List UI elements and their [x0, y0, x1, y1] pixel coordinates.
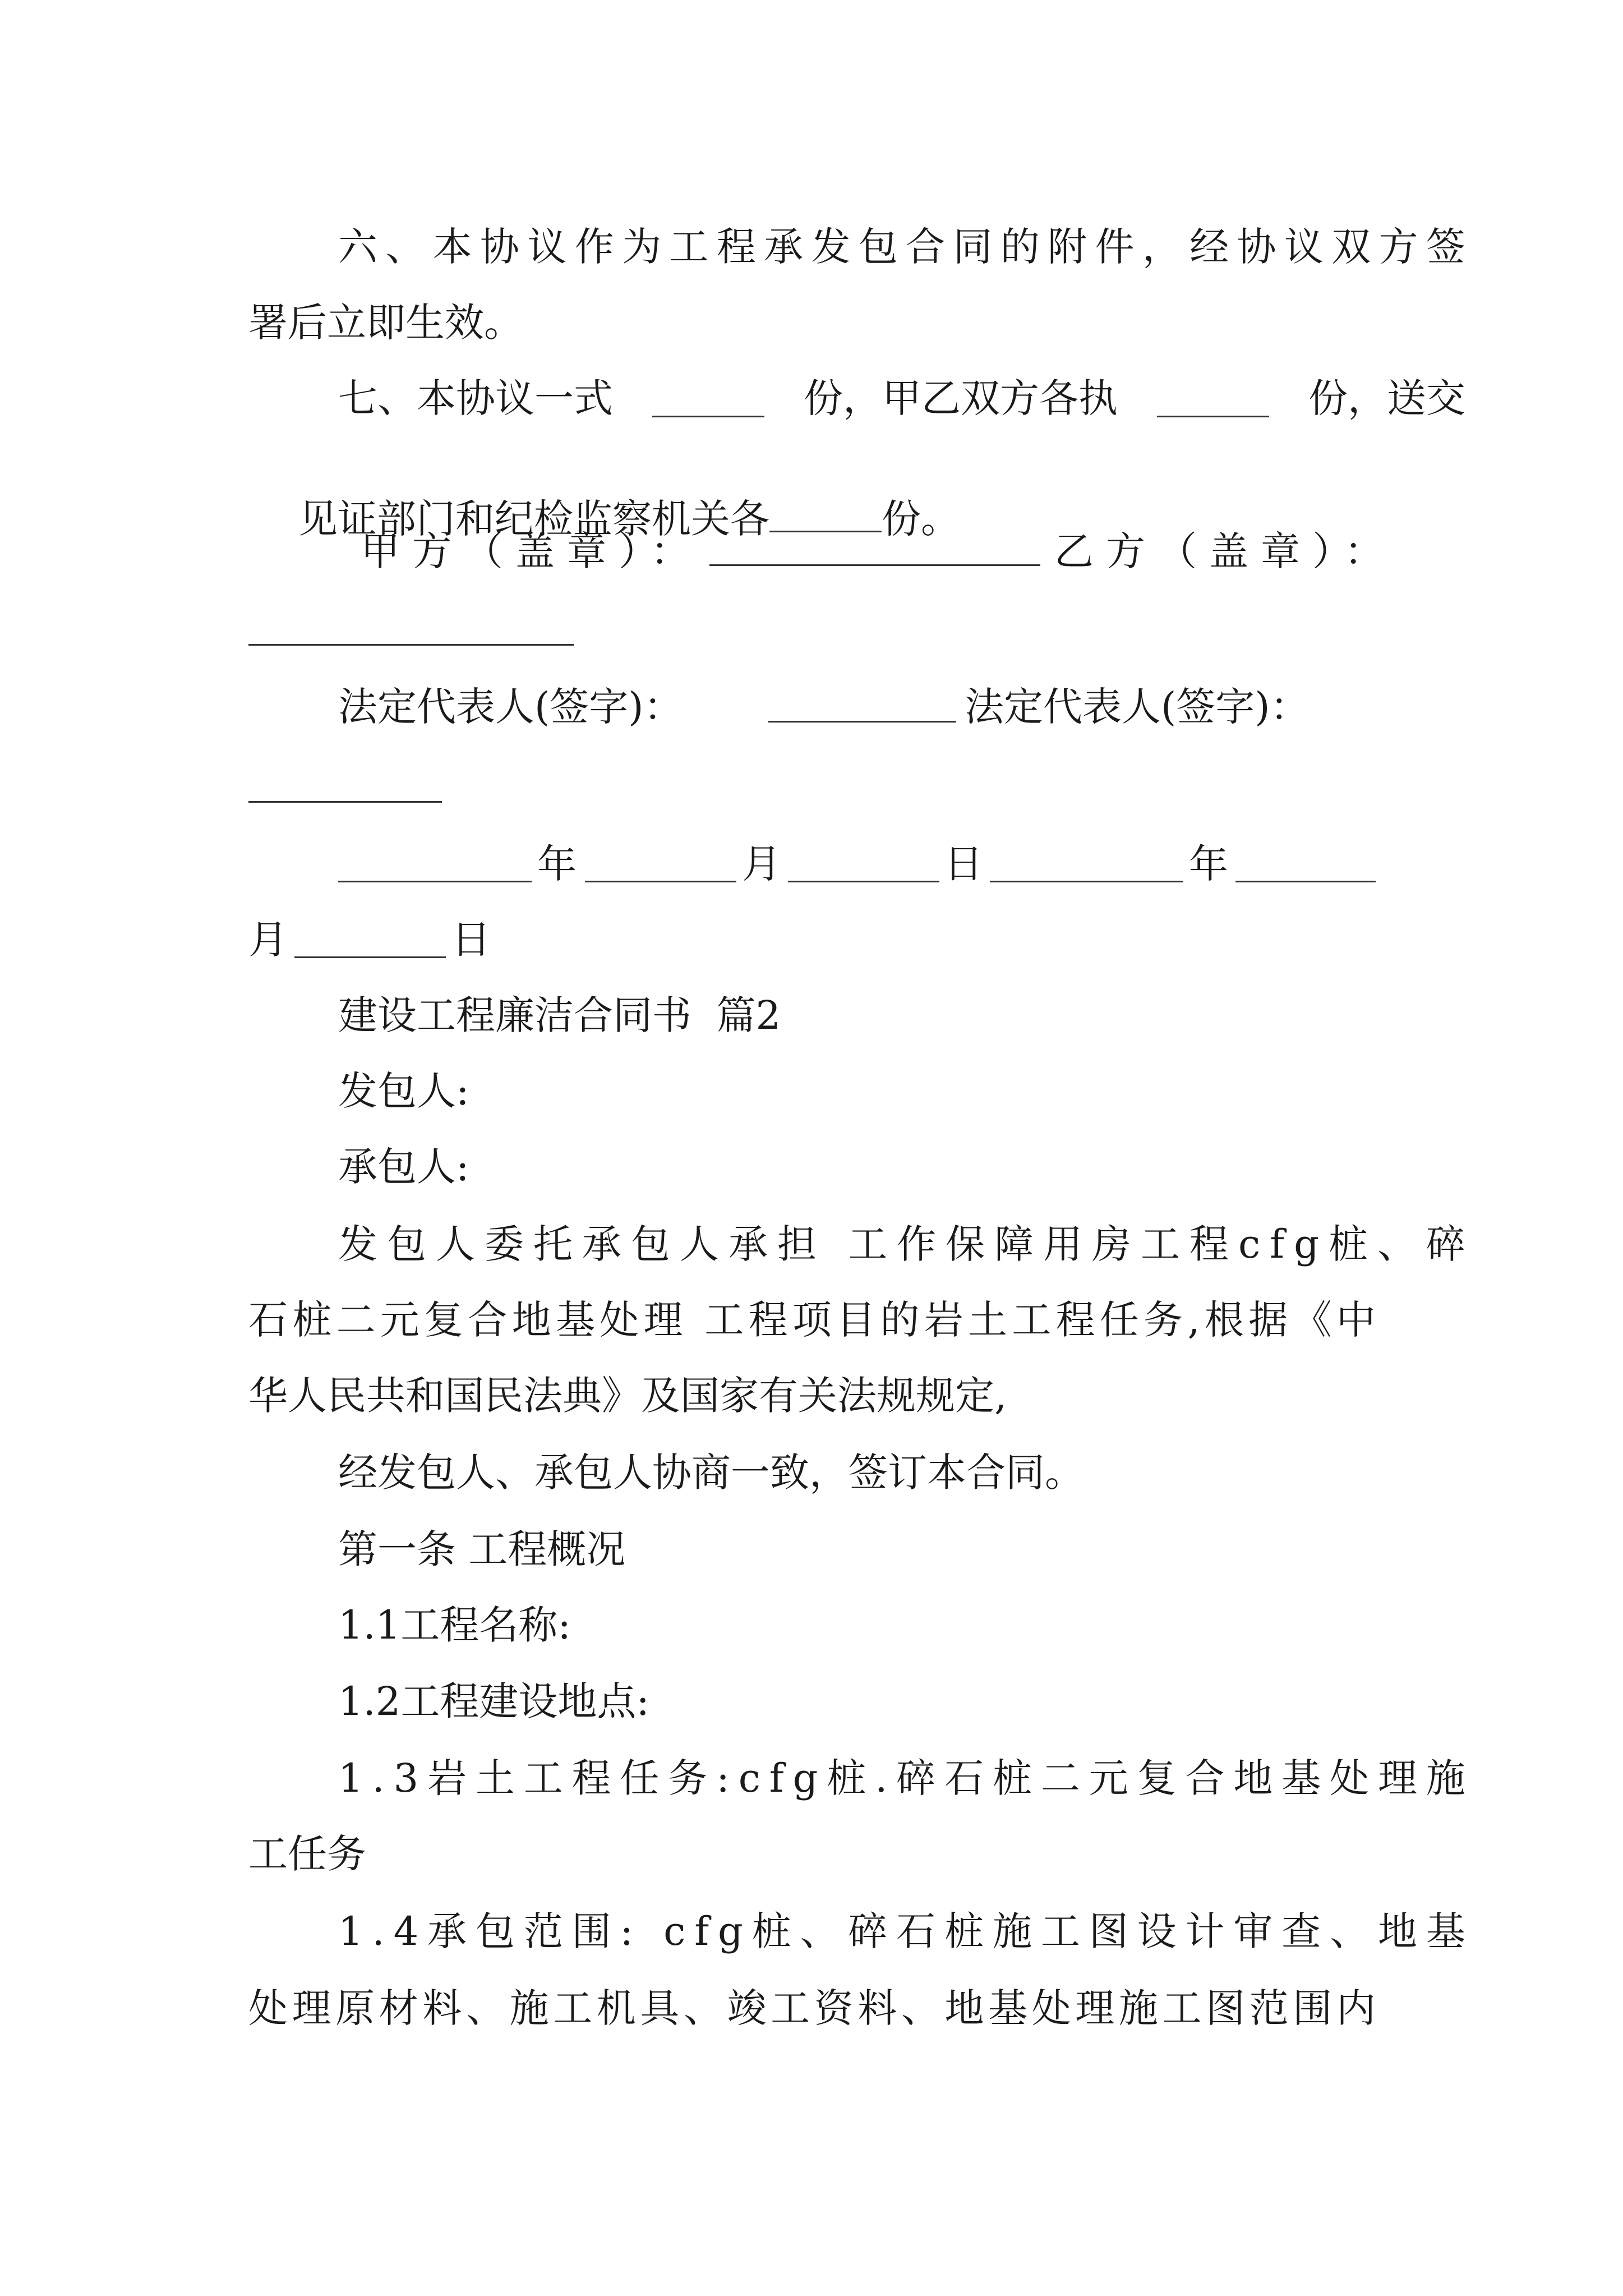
month-1-blank	[585, 881, 736, 882]
day-2-label: 日	[451, 917, 491, 963]
clause-7-text-e: 份。	[882, 496, 961, 542]
article-1-heading: 第一条 工程概况	[338, 1526, 626, 1572]
party-a-rep-blank	[768, 721, 956, 723]
day-2-blank	[294, 956, 446, 958]
copies-each-blank	[1157, 379, 1269, 417]
party-a-seal-label: 甲方（盖章）：	[361, 528, 702, 574]
copies-total-blank	[652, 379, 764, 417]
party-b-seal-blank	[248, 644, 574, 646]
year-2-blank	[990, 881, 1183, 882]
clause-1-3-line-2: 工任务	[248, 1831, 366, 1877]
clause-1-3-line-1: 1 . 3 岩 土 工 程 任 务 : c f g 桩 . 碎 石 桩 二 元 复 合 地 基 处 理 施	[338, 1755, 1465, 1801]
year-1-label: 年	[537, 841, 577, 887]
clause-6-line-1: 六 、 本 协 议 作 为 工 程 承 发 包 合 同 的 附 件 ， 经 协 议 双 方 签	[338, 224, 1465, 270]
employer-label: 发包人:	[338, 1068, 469, 1114]
party-b-rep-blank	[248, 801, 442, 803]
copies-authority-blank	[769, 494, 882, 532]
day-1-blank	[788, 881, 939, 882]
party-a-seal-blank	[709, 564, 1040, 566]
year-2-label: 年	[1189, 841, 1228, 887]
clause-7-line-1	[338, 375, 1465, 421]
intro-line-3: 华人民共和国民法典》及国家有关法规规定,	[248, 1373, 1007, 1419]
month-1-label: 月	[742, 841, 781, 887]
year-1-blank	[338, 881, 532, 882]
clause-1-1: 1.1工程名称:	[338, 1602, 571, 1648]
section-title: 建设工程廉洁合同书 篇2	[338, 992, 781, 1038]
clause-6-line-2: 署后立即生效。	[248, 300, 523, 346]
day-1-label: 日	[944, 841, 983, 887]
clause-1-4-line-2: 处 理 原 材 料 、 施 工 机 具 、 竣 工 资 料 、 地 基 处 理 施 工 图 范 围 内	[248, 1985, 1376, 2031]
month-2-label: 月	[248, 917, 288, 963]
party-a-rep-label: 法定代表人(签字)：	[338, 684, 683, 730]
intro-line-2: 石 桩 二 元 复 合 地 基 处 理 工 程 项 目 的 岩 土 工 程 任 务 , 根 据 《 中	[248, 1297, 1376, 1343]
clause-7-text-b: 份，甲乙双方各执	[804, 375, 1118, 421]
clause-7-text-d: 见证部门和纪检监察机关各	[298, 496, 770, 542]
clause-7-text-c: 份，送交	[1308, 375, 1465, 421]
intro-line-1: 发 包 人 委 托 承 包 人 承 担 工 作 保 障 用 房 工 程 c f g 桩 、 碎	[338, 1221, 1465, 1267]
month-2-blank	[1235, 881, 1376, 882]
clause-7-text-a: 七、本协议一式	[338, 375, 613, 421]
party-b-rep-label: 法定代表人(签字)：	[965, 684, 1310, 730]
intro-line-4: 经发包人、承包人协商一致，签订本合同。	[338, 1450, 1084, 1496]
clause-1-2: 1.2工程建设地点:	[338, 1678, 649, 1724]
clause-1-4-line-1: 1 . 4 承 包 范 围 : c f g 桩 、 碎 石 桩 施 工 图 设 计 审 查 、 地 基	[338, 1908, 1465, 1954]
contractor-label: 承包人:	[338, 1144, 469, 1190]
party-b-seal-label: 乙方（盖章）：	[1054, 528, 1396, 574]
